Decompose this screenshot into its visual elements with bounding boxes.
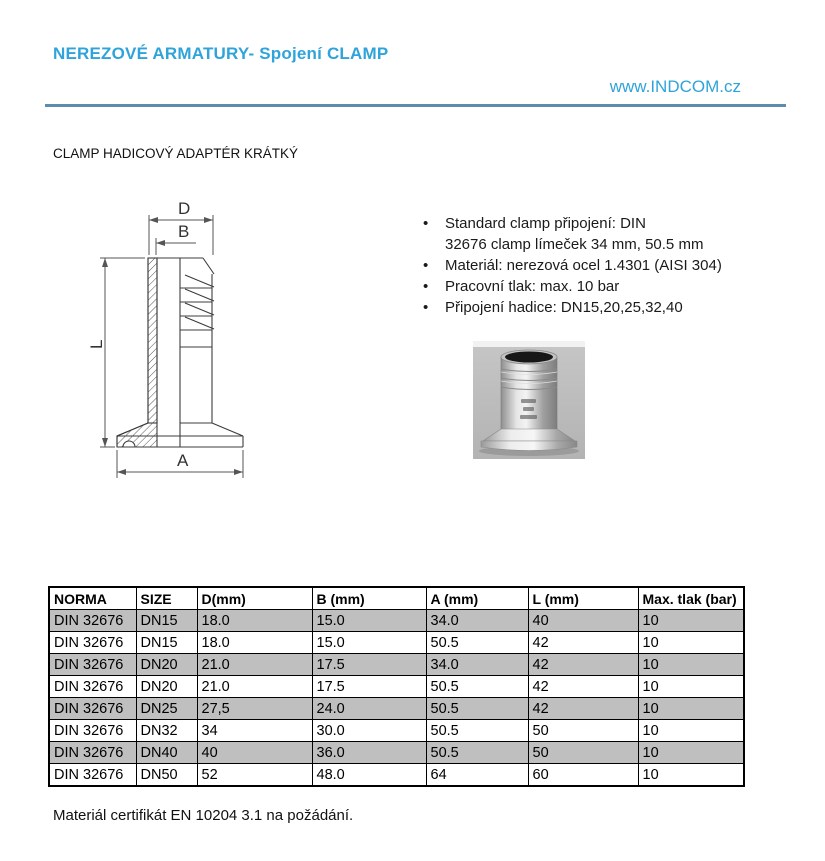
bullet-item <box>421 297 766 318</box>
section-title: CLAMP HADICOVÝ ADAPTÉR KRÁTKÝ <box>53 146 299 161</box>
bullet-dot-icon: • <box>423 215 429 232</box>
bullet-list <box>421 213 766 318</box>
table-cell: 50.5 <box>426 676 528 698</box>
table-cell: 50.5 <box>426 742 528 764</box>
table-cell: DIN 32676 <box>49 764 136 787</box>
header-cell: L (mm) <box>528 587 638 610</box>
table-cell: 10 <box>638 632 744 654</box>
table-cell: DIN 32676 <box>49 676 136 698</box>
table-cell: DN20 <box>136 654 197 676</box>
table-cell: 18.0 <box>197 610 312 632</box>
table-row <box>49 610 744 632</box>
table-cell: 27,5 <box>197 698 312 720</box>
table-cell: 17.5 <box>312 654 426 676</box>
spec-table <box>48 586 745 787</box>
table-row <box>49 698 744 720</box>
header-divider <box>45 104 786 107</box>
dim-label-d: D <box>178 199 191 218</box>
table-cell: DIN 32676 <box>49 610 136 632</box>
header-cell: B (mm) <box>312 587 426 610</box>
table-cell: 48.0 <box>312 764 426 787</box>
table-cell: 42 <box>528 654 638 676</box>
table-header-row <box>49 587 744 610</box>
table-cell: 10 <box>638 720 744 742</box>
table-cell: DN25 <box>136 698 197 720</box>
table-cell: 52 <box>197 764 312 787</box>
table-row <box>49 654 744 676</box>
table-cell: DIN 32676 <box>49 654 136 676</box>
table-cell: 50 <box>528 742 638 764</box>
header-cell: SIZE <box>136 587 197 610</box>
table-cell: 21.0 <box>197 676 312 698</box>
table-cell: DIN 32676 <box>49 720 136 742</box>
table-cell: 50.5 <box>426 632 528 654</box>
table-cell: 10 <box>638 742 744 764</box>
table-cell: 34 <box>197 720 312 742</box>
page-title: NEREZOVÉ ARMATURY- Spojení CLAMP <box>53 44 389 63</box>
header-cell: Max. tlak (bar) <box>638 587 744 610</box>
table-cell: 50.5 <box>426 720 528 742</box>
table-cell: 42 <box>528 676 638 698</box>
table-cell: 34.0 <box>426 654 528 676</box>
dim-label-l: L <box>87 339 106 349</box>
table-cell: 50.5 <box>426 698 528 720</box>
bullet-item <box>421 276 766 297</box>
technical-drawing-icon <box>55 195 285 505</box>
table-cell: 21.0 <box>197 654 312 676</box>
header-cell: NORMA <box>49 587 136 610</box>
table-cell: 10 <box>638 764 744 787</box>
table-cell: 15.0 <box>312 632 426 654</box>
table-cell: 64 <box>426 764 528 787</box>
dim-label-a: A <box>177 451 189 470</box>
bullet-text: Připojení hadice: DN15,20,25,32,40 <box>445 299 683 316</box>
table-cell: 10 <box>638 676 744 698</box>
table-row <box>49 676 744 698</box>
table-cell: DIN 32676 <box>49 698 136 720</box>
table-cell: DN15 <box>136 632 197 654</box>
table-cell: 10 <box>638 654 744 676</box>
table-cell: 36.0 <box>312 742 426 764</box>
table-cell: DN40 <box>136 742 197 764</box>
table-cell: 60 <box>528 764 638 787</box>
table-cell: 40 <box>197 742 312 764</box>
bullet-item <box>421 213 766 255</box>
table-cell: 40 <box>528 610 638 632</box>
table-body <box>49 610 744 787</box>
header-cell: D(mm) <box>197 587 312 610</box>
table-cell: 10 <box>638 698 744 720</box>
table-cell: 34.0 <box>426 610 528 632</box>
table-cell: 24.0 <box>312 698 426 720</box>
table-cell: DIN 32676 <box>49 632 136 654</box>
dim-label-b: B <box>178 222 190 241</box>
table-row <box>49 720 744 742</box>
footer-note: Materiál certifikát EN 10204 3.1 na požádání. <box>53 807 354 824</box>
table-cell: DN15 <box>136 610 197 632</box>
table-cell: 42 <box>528 698 638 720</box>
bullet-text: Pracovní tlak: max. 10 bar <box>445 278 620 295</box>
table-row <box>49 764 744 787</box>
table-cell: 30.0 <box>312 720 426 742</box>
table-cell: 18.0 <box>197 632 312 654</box>
bullet-text: Materiál: nerezová ocel 1.4301 (AISI 304) <box>445 257 722 274</box>
table-row <box>49 632 744 654</box>
bullet-dot-icon: • <box>423 299 429 316</box>
product-photo <box>473 341 585 459</box>
bullet-dot-icon: • <box>423 278 429 295</box>
table-cell: DIN 32676 <box>49 742 136 764</box>
table-cell: 17.5 <box>312 676 426 698</box>
website-link[interactable]: www.INDCOM.cz <box>609 77 741 96</box>
table-cell: 15.0 <box>312 610 426 632</box>
bullet-item <box>421 255 766 276</box>
table-cell: 50 <box>528 720 638 742</box>
table-cell: DN32 <box>136 720 197 742</box>
bullet-text: Standard clamp připojení: DIN 32676 clamp límeček 34 mm, 50.5 mm <box>445 215 704 253</box>
table-row <box>49 742 744 764</box>
table-cell: DN50 <box>136 764 197 787</box>
table-cell: DN20 <box>136 676 197 698</box>
table-cell: 42 <box>528 632 638 654</box>
bullet-dot-icon: • <box>423 257 429 274</box>
header-cell: A (mm) <box>426 587 528 610</box>
table-cell: 10 <box>638 610 744 632</box>
